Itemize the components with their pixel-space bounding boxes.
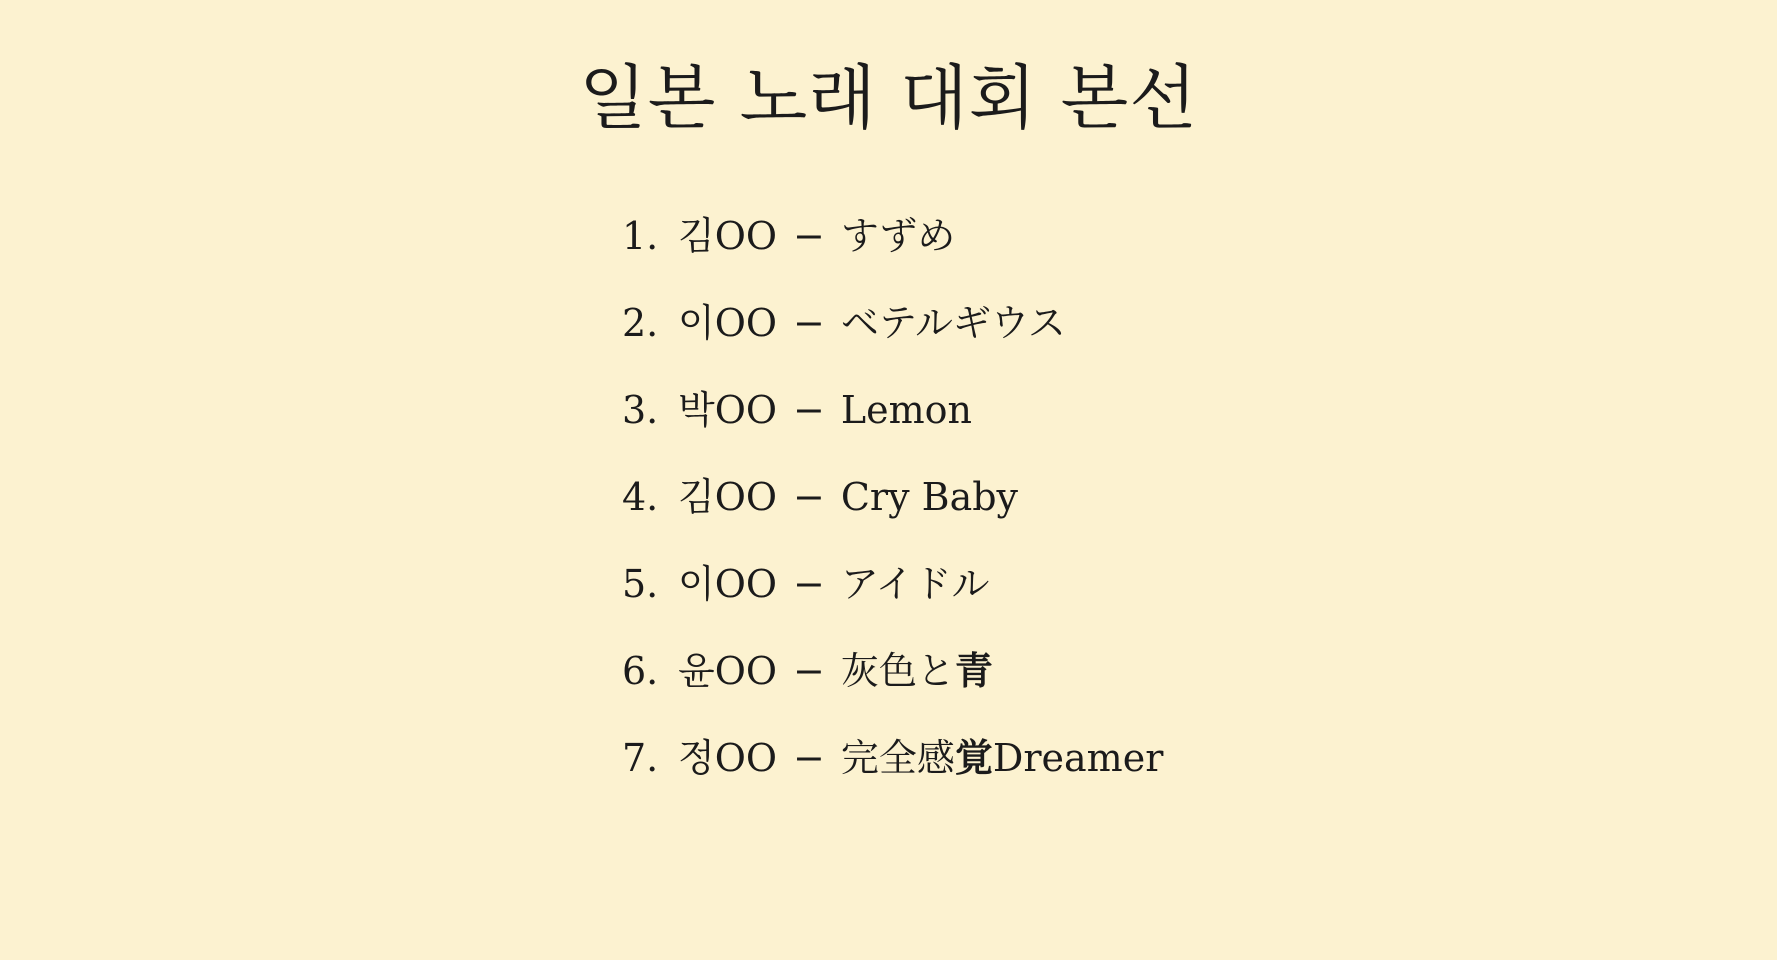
item-number: 5. — [622, 562, 659, 606]
page-title: 일본 노래 대회 본선 — [579, 57, 1198, 139]
item-number: 2. — [622, 301, 659, 345]
performer-name: 이OO — [678, 301, 778, 345]
separator-dash: − — [793, 475, 825, 519]
separator-dash: − — [793, 388, 825, 432]
song-list — [622, 212, 1777, 782]
song-title-segment: 完全感 — [840, 736, 955, 780]
song-title — [841, 736, 1164, 780]
item-number: 6. — [622, 649, 659, 693]
song-title — [841, 301, 1066, 345]
song-title-segment: ベテルギウス — [840, 301, 1066, 345]
song-title-segment: 青 — [954, 649, 993, 693]
performer-name: 김OO — [678, 475, 778, 519]
song-list-item — [622, 473, 1777, 521]
song-list-item — [622, 386, 1777, 434]
separator-dash: − — [793, 562, 825, 606]
performer-name: 정OO — [678, 736, 778, 780]
song-title — [841, 214, 955, 258]
song-title-segment: 灰色と — [840, 649, 955, 693]
item-number: 1. — [622, 214, 659, 258]
song-list-item — [622, 647, 1777, 695]
song-title-segment: Dreamer — [992, 736, 1164, 780]
performer-name: 박OO — [678, 388, 778, 432]
song-title-segment: Cry Baby — [840, 475, 1019, 519]
song-title-segment: アイドル — [840, 562, 990, 606]
song-list-item — [622, 299, 1777, 347]
performer-name: 이OO — [678, 562, 778, 606]
song-list-item — [622, 734, 1777, 782]
song-title — [841, 475, 1018, 519]
item-number: 3. — [622, 388, 659, 432]
item-number: 7. — [622, 736, 659, 780]
performer-name: 김OO — [678, 214, 778, 258]
separator-dash: − — [793, 301, 825, 345]
song-title-segment: すずめ — [840, 214, 956, 258]
performer-name: 윤OO — [678, 649, 778, 693]
separator-dash: − — [793, 214, 825, 258]
song-list-item — [622, 212, 1777, 260]
song-title-segment: 覚 — [954, 736, 993, 780]
song-title-segment: Lemon — [840, 388, 972, 432]
page — [0, 56, 1777, 960]
separator-dash: − — [793, 649, 825, 693]
separator-dash: − — [793, 736, 825, 780]
item-number: 4. — [622, 475, 659, 519]
song-title — [841, 649, 993, 693]
song-title — [841, 562, 990, 606]
song-list-item — [622, 560, 1777, 608]
song-title — [841, 388, 972, 432]
